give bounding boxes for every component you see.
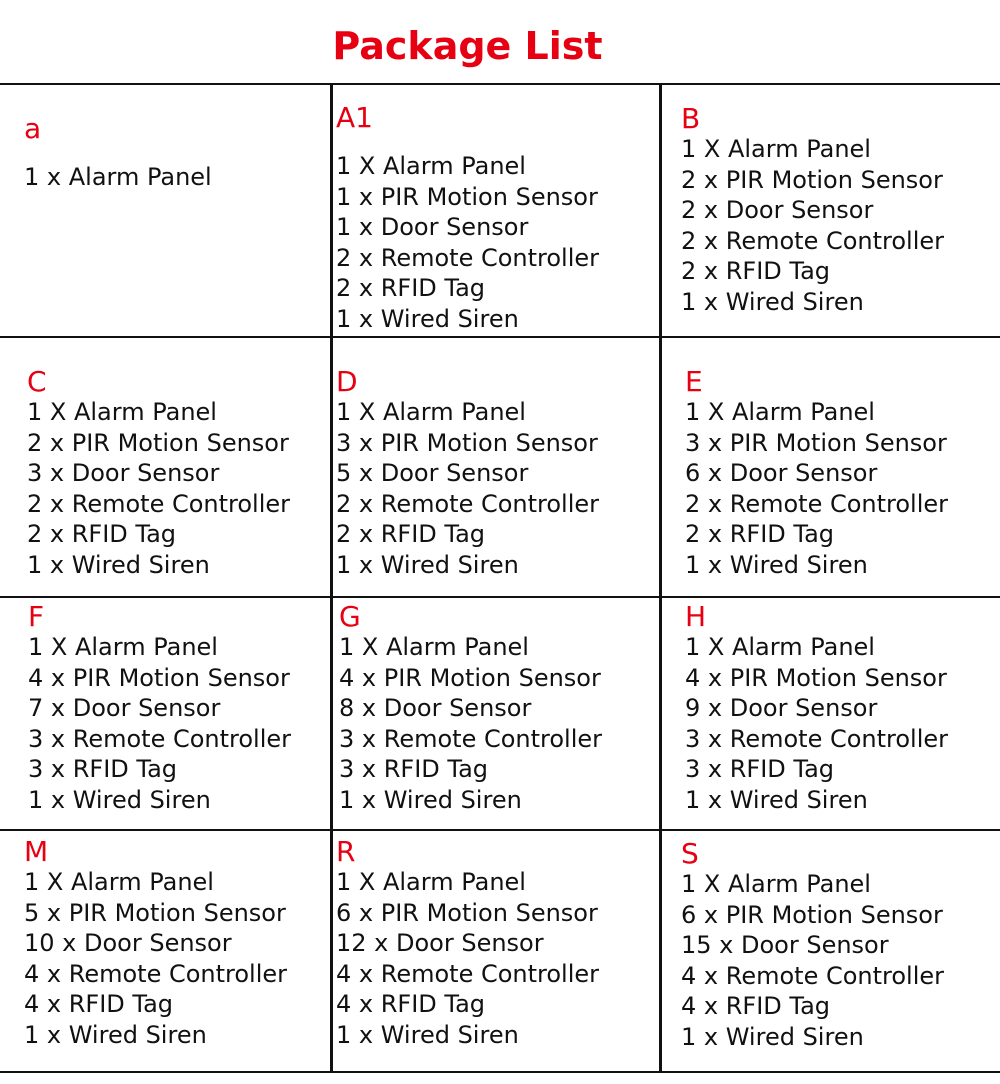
package-item: 3 x RFID Tag — [685, 755, 835, 783]
package-label: E — [685, 365, 703, 398]
package-item: 2 x RFID Tag — [685, 520, 835, 548]
package-item: 2 x Remote Controller — [685, 489, 949, 518]
grid-line-row-2 — [0, 596, 1000, 598]
package-label: H — [685, 600, 707, 633]
package-item: 9 x Door Sensor — [685, 694, 878, 722]
package-item-list — [24, 867, 287, 1050]
package-item: 2 x Remote Controller — [27, 489, 291, 518]
package-item: 1 x Wired Siren — [24, 1020, 207, 1049]
package-item: 1 x Wired Siren — [339, 785, 522, 814]
package-item: 4 x PIR Motion Sensor — [28, 663, 290, 692]
package-item: 1 x Wired Siren — [28, 785, 211, 814]
package-cell-a1 — [336, 103, 599, 334]
package-item: 3 x PIR Motion Sensor — [685, 428, 947, 457]
package-item: 8 x Door Sensor — [339, 694, 532, 722]
package-item: 12 x Door Sensor — [336, 929, 544, 957]
package-item: 4 x PIR Motion Sensor — [685, 663, 947, 692]
package-item-list — [336, 151, 599, 334]
package-item: 4 x RFID Tag — [24, 990, 174, 1018]
package-item: 10 x Door Sensor — [24, 929, 232, 957]
package-item: 1 X Alarm Panel — [685, 398, 875, 426]
package-label: C — [27, 365, 47, 398]
package-item: 4 x Remote Controller — [681, 961, 945, 990]
package-item: 2 x Remote Controller — [336, 243, 600, 272]
package-item: 2 x PIR Motion Sensor — [27, 428, 289, 457]
package-item: 1 X Alarm Panel — [28, 633, 218, 661]
package-item: 1 X Alarm Panel — [685, 633, 875, 661]
package-item: 2 x PIR Motion Sensor — [681, 165, 943, 194]
package-item: 6 x PIR Motion Sensor — [681, 900, 943, 929]
package-item: 3 x RFID Tag — [339, 755, 489, 783]
package-item: 1 X Alarm Panel — [27, 398, 217, 426]
package-item: 2 x RFID Tag — [681, 257, 831, 285]
package-item: 1 X Alarm Panel — [681, 135, 871, 163]
package-label: B — [681, 102, 701, 135]
package-item-list — [27, 397, 290, 580]
package-label: D — [336, 365, 358, 398]
package-item-list — [685, 397, 948, 580]
package-item: 2 x RFID Tag — [336, 520, 486, 548]
package-item: 15 x Door Sensor — [681, 931, 889, 959]
package-cell-m — [24, 837, 287, 1050]
package-item: 3 x Door Sensor — [27, 459, 220, 487]
package-item: 5 x PIR Motion Sensor — [24, 898, 286, 927]
grid-line-col-2 — [659, 84, 662, 1072]
package-item: 1 X Alarm Panel — [336, 868, 526, 896]
package-item: 2 x RFID Tag — [336, 274, 486, 302]
package-item: 4 x RFID Tag — [336, 990, 486, 1018]
package-cell-g — [339, 602, 602, 815]
package-item: 3 x PIR Motion Sensor — [336, 428, 598, 457]
grid-line-bottom — [0, 1071, 1000, 1073]
package-item: 6 x PIR Motion Sensor — [336, 898, 598, 927]
package-item-list — [336, 867, 599, 1050]
package-item: 3 x Remote Controller — [28, 724, 292, 753]
page-title: Package List — [332, 24, 603, 68]
package-cell-e — [685, 367, 948, 580]
package-item: 4 x Remote Controller — [24, 959, 288, 988]
package-item: 1 x Wired Siren — [336, 550, 519, 579]
grid-line-top — [0, 83, 1000, 85]
package-item: 1 X Alarm Panel — [336, 152, 526, 180]
package-item: 1 x Wired Siren — [685, 785, 868, 814]
package-item: 2 x Remote Controller — [681, 226, 945, 255]
package-item: 1 x PIR Motion Sensor — [336, 182, 598, 211]
package-item: 1 x Wired Siren — [336, 304, 519, 333]
package-item-list — [681, 869, 944, 1052]
package-item: 6 x Door Sensor — [685, 459, 878, 487]
package-item: 4 x RFID Tag — [681, 992, 831, 1020]
package-item: 1 x Wired Siren — [681, 287, 864, 316]
package-item: 2 x RFID Tag — [27, 520, 177, 548]
package-cell-r — [336, 837, 599, 1050]
package-item-list — [681, 134, 944, 317]
package-item: 1 x Wired Siren — [681, 1022, 864, 1051]
package-cell-h — [685, 602, 948, 815]
grid-line-row-3 — [0, 829, 1000, 831]
package-label: a — [24, 112, 42, 145]
package-item: 1 x Wired Siren — [27, 550, 210, 579]
grid-line-col-1 — [330, 84, 333, 1072]
package-label: S — [681, 837, 699, 870]
package-label: G — [339, 600, 361, 633]
package-item: 2 x Door Sensor — [681, 196, 874, 224]
package-item: 1 X Alarm Panel — [339, 633, 529, 661]
package-item: 4 x Remote Controller — [336, 959, 600, 988]
package-item-list — [28, 632, 291, 815]
package-item: 1 x Door Sensor — [336, 213, 529, 241]
package-item: 2 x Remote Controller — [336, 489, 600, 518]
package-cell-d — [336, 367, 599, 580]
package-label: F — [28, 600, 45, 633]
package-item: 1 x Wired Siren — [685, 550, 868, 579]
package-cell-b — [681, 104, 944, 317]
package-item: 1 x Alarm Panel — [24, 163, 212, 191]
package-cell-s — [681, 839, 944, 1052]
package-item-list — [685, 632, 948, 815]
grid-line-row-1 — [0, 336, 1000, 338]
package-item: 1 x Wired Siren — [336, 1020, 519, 1049]
package-item: 3 x RFID Tag — [28, 755, 178, 783]
package-item-list — [336, 397, 599, 580]
package-item: 7 x Door Sensor — [28, 694, 221, 722]
package-item: 1 X Alarm Panel — [24, 868, 214, 896]
package-item-list — [24, 162, 212, 193]
package-cell-c — [27, 367, 290, 580]
package-cell-a — [24, 114, 212, 193]
package-item: 1 X Alarm Panel — [336, 398, 526, 426]
package-cell-f — [28, 602, 291, 815]
package-item: 3 x Remote Controller — [339, 724, 603, 753]
package-item: 4 x PIR Motion Sensor — [339, 663, 601, 692]
package-label: R — [336, 835, 356, 868]
package-item: 1 X Alarm Panel — [681, 870, 871, 898]
package-label: M — [24, 835, 49, 868]
package-item: 3 x Remote Controller — [685, 724, 949, 753]
package-label: A1 — [336, 101, 373, 134]
package-item: 5 x Door Sensor — [336, 459, 529, 487]
package-item-list — [339, 632, 602, 815]
